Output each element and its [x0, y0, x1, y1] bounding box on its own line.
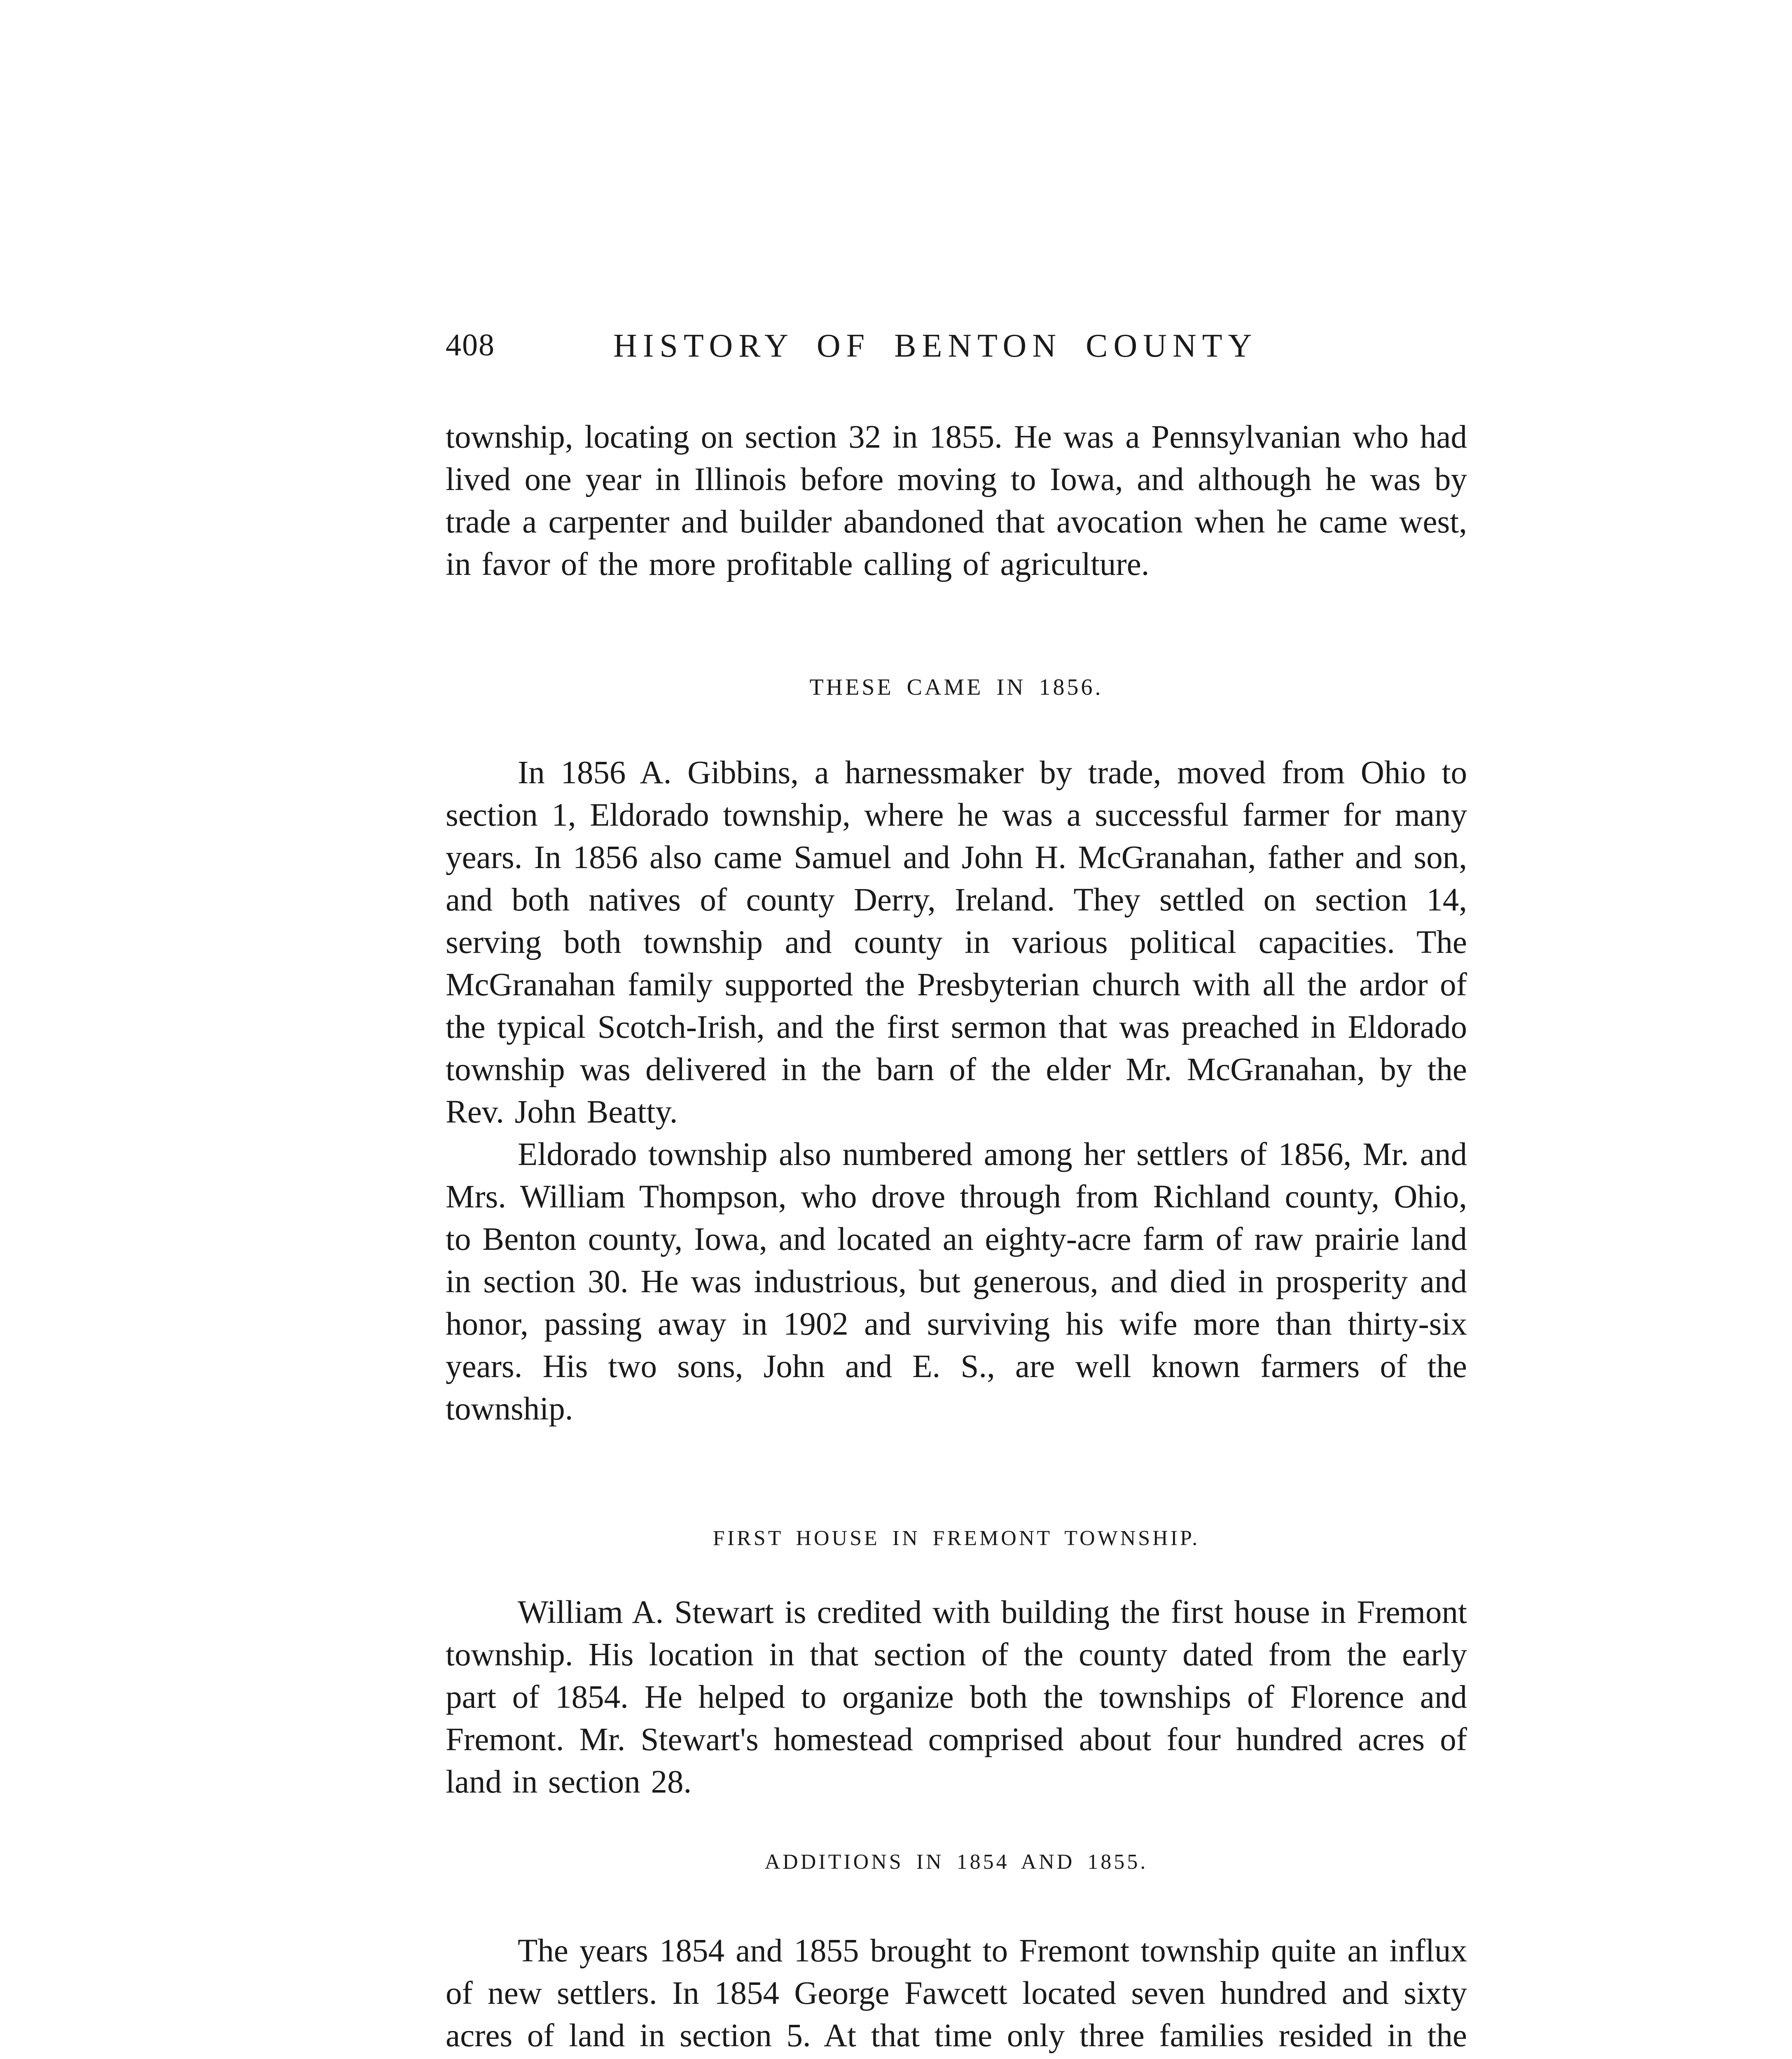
- paragraph-stewart: William A. Stewart is credited with building the first house in Fremont township. His location in that section of the county dated from the early part of 1854. He helped to organize both the townships of Florence and Fremont. Mr. Stewart's homestead comprised about four hundred acres of land in section 28.: [446, 1594, 1467, 1800]
- opening-paragraph: township, locating on section 32 in 1855. He was a Pennsylvanian who had lived one year in Illinois before moving to Iowa, and although he was by trade a carpenter and builder abandoned that avocation when he came west, in favor of the more profitable calling of agriculture.: [446, 419, 1467, 582]
- section-heading-1856: THESE CAME IN 1856.: [809, 675, 1103, 700]
- paragraph-gibbins-mcgranahan: In 1856 A. Gibbins, a harnessmaker by trade, moved from Ohio to section 1, Eldorado township, where he was a successful farmer for many years. In 1856 also came Samuel and John H. McGranahan, father and son, and both natives of county Derry, Ireland. They settled on section 14, serving both township and county in various political capacities. The McGranahan family supported the Presbyterian church with all the ardor of the typical Scotch-Irish, and the first sermon that was preached in Eldorado township was delivered in the barn of the elder Mr. McGranahan, by the Rev. John Beatty.: [446, 755, 1467, 1130]
- section-fremont-text: [446, 1591, 1467, 1803]
- running-title: HISTORY OF BENTON COUNTY: [613, 328, 1258, 364]
- paragraph-thompson: Eldorado township also numbered among her settlers of 1856, Mr. and Mrs. William Thompson, who drove through from Richland county, Ohio, to Benton county, Iowa, and located an eighty-acre farm of raw prairie land in section 30. He was industrious, but generous, and died in prosperity and honor, passing away in 1902 and surviving his wife more than thirty-six years. His two sons, John and E. S., are well known farmers of the township.: [446, 1137, 1467, 1427]
- opening-paragraph-block: [446, 416, 1467, 586]
- paragraph-fawcett-johnson: The years 1854 and 1855 brought to Fremont township quite an influx of new settlers. In 1854 George Fawcett located seven hundred and sixty acres of land in section 5. At that time only three families resided in the: [446, 1933, 1467, 2054]
- section-heading-additions: ADDITIONS IN 1854 AND 1855.: [764, 1850, 1148, 1874]
- page-number: 408: [446, 328, 495, 362]
- section-additions-text: [446, 1930, 1467, 2059]
- section-heading-fremont: FIRST HOUSE IN FREMONT TOWNSHIP.: [713, 1527, 1200, 1550]
- section-1856-text: [446, 752, 1467, 1430]
- running-head: [446, 327, 1475, 373]
